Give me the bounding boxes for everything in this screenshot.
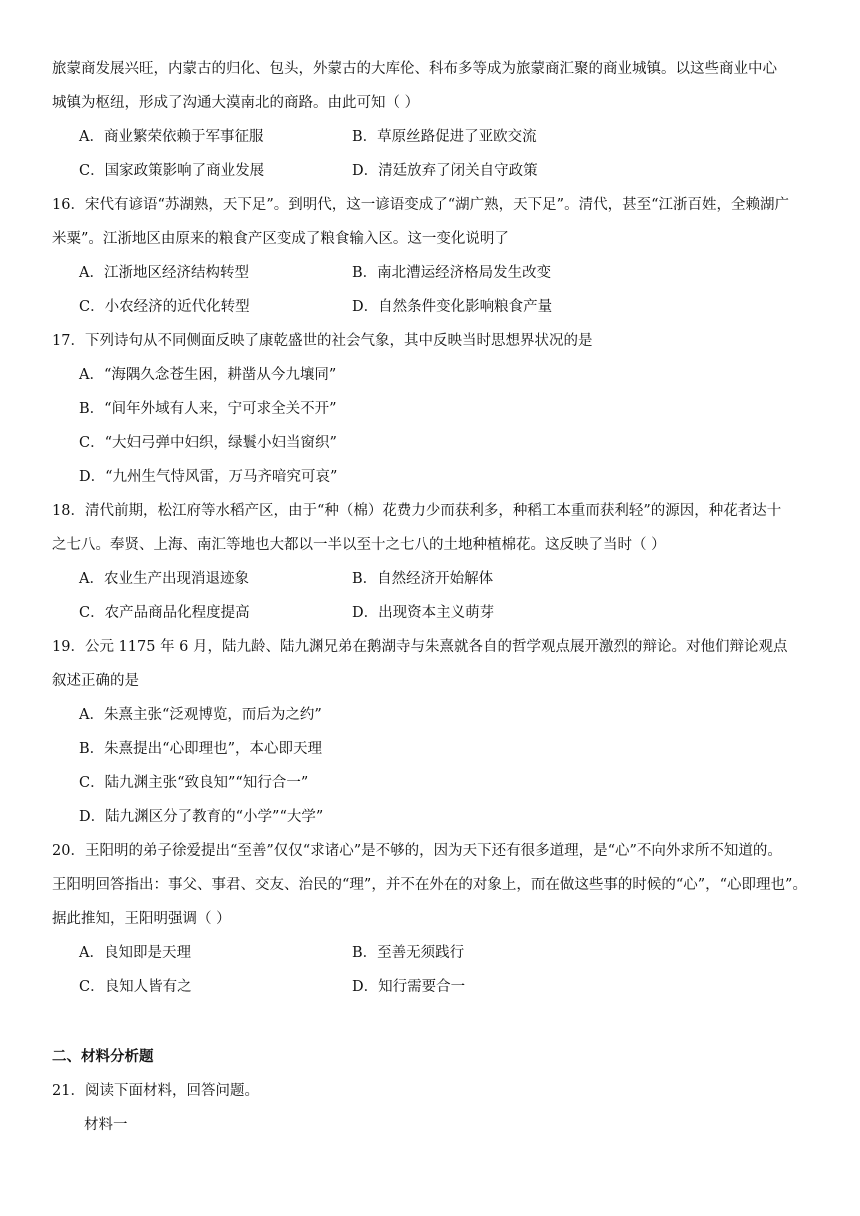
option-row [52, 970, 820, 1004]
option-b: B．南北漕运经济格局发生改变 [352, 265, 552, 281]
option-a: A．江浙地区经济结构转型 [79, 265, 249, 281]
question-17 [52, 324, 820, 494]
question-21-text: 21．阅读下面材料，回答问题。 [52, 1083, 259, 1099]
option-c: C．“大妇弓弹中妇织，绿鬟小妇当窗织” [79, 435, 337, 451]
option-b: B．草原丝路促进了亚欧交流 [352, 129, 537, 145]
question-16 [52, 188, 820, 324]
option-b: B．至善无须践行 [352, 945, 465, 961]
question-20 [52, 834, 820, 1004]
question-text: 16．宋代有谚语“苏湖熟，天下足”。到明代，这一谚语变成了“湖广熟，天下足”。清代，甚至“江浙百姓，全赖湖广 [52, 197, 790, 213]
question-text: 据此推知，王阳明强调（ ） [52, 911, 231, 927]
option-row [52, 120, 820, 154]
option-d: D．自然条件变化影响粮食产量 [352, 299, 553, 315]
question-text: 19．公元 1175 年 6 月，陆九龄、陆九渊兄弟在鹅湖寺与朱熹就各自的哲学观点展开激烈的辩论。对他们辩论观点 [52, 639, 788, 655]
option-a: A．“海隅久念苍生困，耕凿从今九壤同” [79, 367, 337, 383]
question-text: 17．下列诗句从不同侧面反映了康乾盛世的社会气象，其中反映当时思想界状况的是 [52, 333, 593, 349]
option-c: C．国家政策影响了商业发展 [79, 163, 265, 179]
option-a: A．良知即是天理 [79, 945, 191, 961]
question-text: 旅蒙商发展兴旺，内蒙古的归化、包头，外蒙古的大库伦、科布多等成为旅蒙商汇聚的商业城镇。以这些商业中心 [52, 61, 777, 77]
exam-page [52, 52, 820, 1142]
option-d: D．陆九渊区分了教育的“小学”“大学” [79, 809, 324, 825]
question-text: 叙述正确的是 [52, 673, 139, 689]
question-19 [52, 630, 820, 834]
section-material-analysis [52, 1040, 820, 1142]
option-row [52, 596, 820, 630]
option-row [52, 936, 820, 970]
option-c: C．陆九渊主张“致良知”“知行合一” [79, 775, 309, 791]
section-heading: 二、材料分析题 [52, 1049, 154, 1065]
option-b: B．自然经济开始解体 [352, 571, 494, 587]
option-a: A．商业繁荣依赖于军事征服 [79, 129, 264, 145]
option-row [52, 562, 820, 596]
option-a: A．农业生产出现消退迹象 [79, 571, 249, 587]
material-label: 材料一 [84, 1117, 128, 1133]
option-b: B．“间年外域有人来，宁可求全关不开” [79, 401, 337, 417]
option-b: B．朱熹提出“心即理也”，本心即天理 [79, 741, 322, 757]
question-text: 城镇为枢纽，形成了沟通大漠南北的商路。由此可知（ ） [52, 95, 420, 111]
question-text: 18．清代前期，松江府等水稻产区，由于“种（棉）花费力少而获利多，种稻工本重而获利轻”的源因，种花者达十 [52, 503, 782, 519]
option-c: C．农产品商品化程度提高 [79, 605, 250, 621]
option-c: C．小农经济的近代化转型 [79, 299, 250, 315]
option-row [52, 290, 820, 324]
option-row [52, 256, 820, 290]
question-text: 王阳明回答指出：事父、事君、交友、治民的“理”，并不在外在的对象上，而在做这些事的时候的“心”，“心即理也”。 [52, 877, 807, 893]
option-d: D．清廷放弃了闭关自守政策 [352, 163, 538, 179]
question-18 [52, 494, 820, 630]
question-text: 20．王阳明的弟子徐爱提出“至善”仅仅“求诸心”是不够的，因为天下还有很多道理，是“心”不向外求所不知道的。 [52, 843, 782, 859]
option-d: D．“九州生气恃风雷，万马齐喑究可哀” [79, 469, 338, 485]
option-a: A．朱熹主张“泛观博览，而后为之约” [79, 707, 322, 723]
question-text: 之七八。奉贤、上海、南汇等地也大都以一半以至十之七八的土地种植棉花。这反映了当时（ ） [52, 537, 666, 553]
question-15-continued [52, 52, 820, 188]
option-d: D．知行需要合一 [352, 979, 466, 995]
option-d: D．出现资本主义萌芽 [352, 605, 495, 621]
option-c: C．良知人皆有之 [79, 979, 192, 995]
option-row [52, 154, 820, 188]
question-text: 米粟”。江浙地区由原来的粮食产区变成了粮食输入区。这一变化说明了 [52, 231, 509, 247]
